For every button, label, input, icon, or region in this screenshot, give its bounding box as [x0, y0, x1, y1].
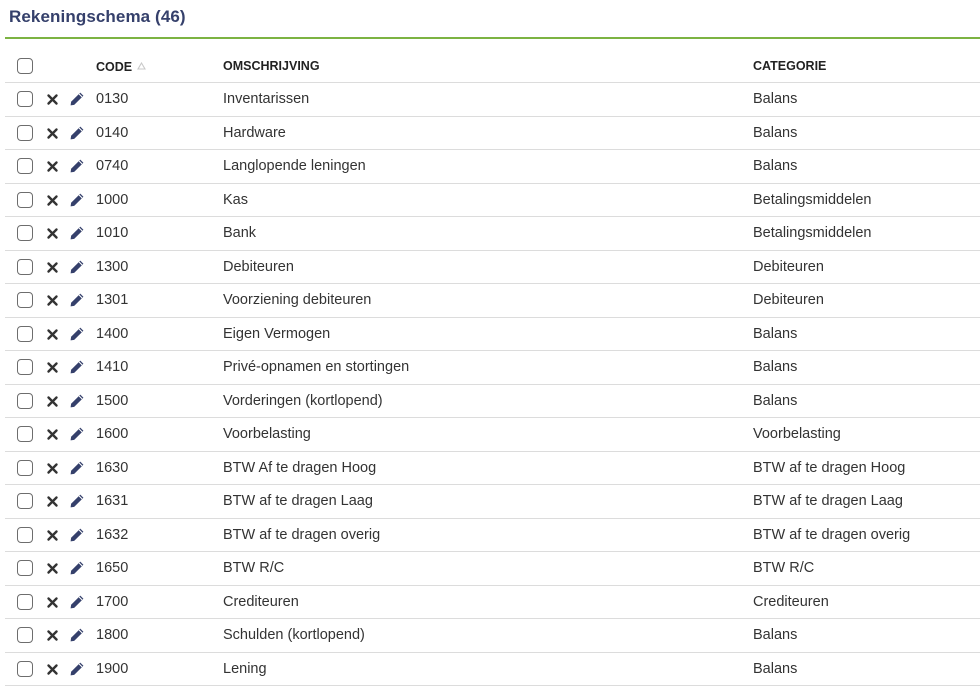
table-row [5, 83, 980, 117]
close-icon [46, 428, 59, 441]
delete-button[interactable] [46, 328, 59, 341]
pencil-icon [69, 393, 85, 409]
close-icon [46, 160, 59, 173]
table-row [5, 619, 980, 653]
close-icon [46, 227, 59, 240]
cell-category: Betalingsmiddelen [753, 225, 872, 242]
row-checkbox[interactable] [17, 627, 33, 643]
cell-code: 1700 [96, 593, 129, 610]
cell-code: 1800 [96, 627, 129, 644]
edit-button[interactable] [69, 527, 85, 543]
cell-code: 0130 [96, 91, 129, 108]
row-checkbox[interactable] [17, 426, 33, 442]
pencil-icon [69, 493, 85, 509]
cell-code: 0140 [96, 124, 129, 141]
cell-code: 1632 [96, 526, 129, 543]
delete-button[interactable] [46, 395, 59, 408]
cell-category: Balans [753, 325, 798, 342]
delete-button[interactable] [46, 428, 59, 441]
row-checkbox[interactable] [17, 125, 33, 141]
edit-button[interactable] [69, 627, 85, 643]
column-header-code[interactable] [96, 59, 146, 74]
select-all-checkbox[interactable] [17, 58, 33, 74]
page-header [0, 0, 980, 37]
cell-category: Balans [753, 627, 798, 644]
table-row [5, 150, 980, 184]
cell-code: 1631 [96, 493, 129, 510]
cell-description: Lening [223, 660, 267, 677]
column-header-category[interactable]: CATEGORIE [753, 59, 827, 73]
delete-button[interactable] [46, 596, 59, 609]
edit-button[interactable] [69, 426, 85, 442]
pencil-icon [69, 192, 85, 208]
cell-description: BTW af te dragen overig [223, 526, 381, 543]
row-checkbox[interactable] [17, 259, 33, 275]
edit-button[interactable] [69, 326, 85, 342]
pencil-icon [69, 460, 85, 476]
delete-button[interactable] [46, 294, 59, 307]
pencil-icon [69, 91, 85, 107]
cell-code: 1301 [96, 292, 129, 309]
cell-description: Schulden (kortlopend) [223, 627, 365, 644]
delete-button[interactable] [46, 261, 59, 274]
cell-code: 1650 [96, 560, 129, 577]
cell-description: Hardware [223, 124, 286, 141]
table-row [5, 184, 980, 218]
cell-code: 1630 [96, 459, 129, 476]
delete-button[interactable] [46, 663, 59, 676]
delete-button[interactable] [46, 562, 59, 575]
edit-button[interactable] [69, 594, 85, 610]
delete-button[interactable] [46, 93, 59, 106]
row-checkbox[interactable] [17, 158, 33, 174]
cell-code: 0740 [96, 158, 129, 175]
cell-description: BTW R/C [223, 560, 285, 577]
row-checkbox[interactable] [17, 560, 33, 576]
close-icon [46, 361, 59, 374]
cell-code: 1600 [96, 426, 129, 443]
cell-description: Bank [223, 225, 257, 242]
cell-category: Balans [753, 124, 798, 141]
edit-button[interactable] [69, 91, 85, 107]
close-icon [46, 629, 59, 642]
table-body [5, 83, 980, 686]
cell-description: Voorziening debiteuren [223, 292, 372, 309]
pencil-icon [69, 661, 85, 677]
cell-category: Balans [753, 158, 798, 175]
table-row [5, 251, 980, 285]
cell-description: Crediteuren [223, 593, 299, 610]
close-icon [46, 328, 59, 341]
table-row [5, 318, 980, 352]
delete-button[interactable] [46, 194, 59, 207]
cell-category: Debiteuren [753, 258, 824, 275]
accounts-table [5, 50, 980, 686]
row-checkbox[interactable] [17, 594, 33, 610]
edit-button[interactable] [69, 661, 85, 677]
cell-category: Voorbelasting [753, 426, 841, 443]
delete-button[interactable] [46, 462, 59, 475]
pencil-icon [69, 527, 85, 543]
column-header-description[interactable]: OMSCHRIJVING [223, 59, 320, 73]
edit-button[interactable] [69, 158, 85, 174]
cell-description: Voorbelasting [223, 426, 311, 443]
delete-button[interactable] [46, 495, 59, 508]
cell-description: Privé-opnamen en stortingen [223, 359, 410, 376]
cell-description: Debiteuren [223, 258, 294, 275]
row-checkbox[interactable] [17, 225, 33, 241]
row-checkbox[interactable] [17, 460, 33, 476]
pencil-icon [69, 259, 85, 275]
edit-button[interactable] [69, 125, 85, 141]
close-icon [46, 462, 59, 475]
pencil-icon [69, 594, 85, 610]
cell-code: 1000 [96, 191, 129, 208]
row-checkbox[interactable] [17, 661, 33, 677]
close-icon [46, 495, 59, 508]
edit-button[interactable] [69, 225, 85, 241]
cell-code: 1500 [96, 392, 129, 409]
table-row [5, 519, 980, 553]
close-icon [46, 261, 59, 274]
table-row [5, 385, 980, 419]
cell-code: 1010 [96, 225, 129, 242]
row-checkbox[interactable] [17, 359, 33, 375]
delete-button[interactable] [46, 127, 59, 140]
pencil-icon [69, 627, 85, 643]
cell-category: Betalingsmiddelen [753, 191, 872, 208]
row-checkbox[interactable] [17, 91, 33, 107]
edit-button[interactable] [69, 493, 85, 509]
page-title: Rekeningschema (46) [9, 7, 186, 26]
edit-button[interactable] [69, 560, 85, 576]
cell-description: Langlopende leningen [223, 158, 366, 175]
edit-button[interactable] [69, 292, 85, 308]
delete-button[interactable] [46, 160, 59, 173]
delete-button[interactable] [46, 361, 59, 374]
cell-description: Vorderingen (kortlopend) [223, 392, 383, 409]
table-row [5, 284, 980, 318]
cell-category: Balans [753, 359, 798, 376]
edit-button[interactable] [69, 259, 85, 275]
cell-category: Balans [753, 392, 798, 409]
table-row [5, 586, 980, 620]
cell-category: BTW af te dragen overig [753, 526, 911, 543]
cell-category: BTW af te dragen Hoog [753, 459, 906, 476]
edit-button[interactable] [69, 460, 85, 476]
row-checkbox[interactable] [17, 292, 33, 308]
table-row [5, 653, 980, 687]
cell-category: Balans [753, 91, 798, 108]
cell-category: Balans [753, 660, 798, 677]
cell-code: 1400 [96, 325, 129, 342]
close-icon [46, 596, 59, 609]
pencil-icon [69, 225, 85, 241]
row-checkbox[interactable] [17, 493, 33, 509]
table-row [5, 552, 980, 586]
cell-description: Eigen Vermogen [223, 325, 331, 342]
pencil-icon [69, 426, 85, 442]
pencil-icon [69, 158, 85, 174]
pencil-icon [69, 292, 85, 308]
close-icon [46, 529, 59, 542]
cell-description: BTW Af te dragen Hoog [223, 459, 377, 476]
edit-button[interactable] [69, 359, 85, 375]
table-header [5, 50, 980, 83]
table-row [5, 452, 980, 486]
cell-code: 1410 [96, 359, 129, 376]
cell-category: BTW R/C [753, 560, 815, 577]
column-header-code-label: CODE [96, 59, 133, 74]
cell-category: BTW af te dragen Laag [753, 493, 903, 510]
table-row [5, 117, 980, 151]
cell-description: Kas [223, 191, 248, 208]
table-row [5, 217, 980, 251]
edit-button[interactable] [69, 192, 85, 208]
row-checkbox[interactable] [17, 527, 33, 543]
cell-description: BTW af te dragen Laag [223, 493, 373, 510]
row-checkbox[interactable] [17, 326, 33, 342]
header-divider [5, 37, 980, 39]
pencil-icon [69, 125, 85, 141]
edit-button[interactable] [69, 393, 85, 409]
close-icon [46, 395, 59, 408]
row-checkbox[interactable] [17, 192, 33, 208]
sort-ascending-icon [137, 59, 146, 73]
cell-category: Crediteuren [753, 593, 829, 610]
close-icon [46, 663, 59, 676]
close-icon [46, 194, 59, 207]
pencil-icon [69, 359, 85, 375]
cell-code: 1900 [96, 660, 129, 677]
close-icon [46, 294, 59, 307]
close-icon [46, 93, 59, 106]
cell-code: 1300 [96, 258, 129, 275]
close-icon [46, 127, 59, 140]
pencil-icon [69, 326, 85, 342]
table-row [5, 351, 980, 385]
delete-button[interactable] [46, 629, 59, 642]
delete-button[interactable] [46, 529, 59, 542]
table-row [5, 485, 980, 519]
row-checkbox[interactable] [17, 393, 33, 409]
pencil-icon [69, 560, 85, 576]
cell-category: Debiteuren [753, 292, 824, 309]
cell-description: Inventarissen [223, 91, 310, 108]
close-icon [46, 562, 59, 575]
delete-button[interactable] [46, 227, 59, 240]
table-row [5, 418, 980, 452]
